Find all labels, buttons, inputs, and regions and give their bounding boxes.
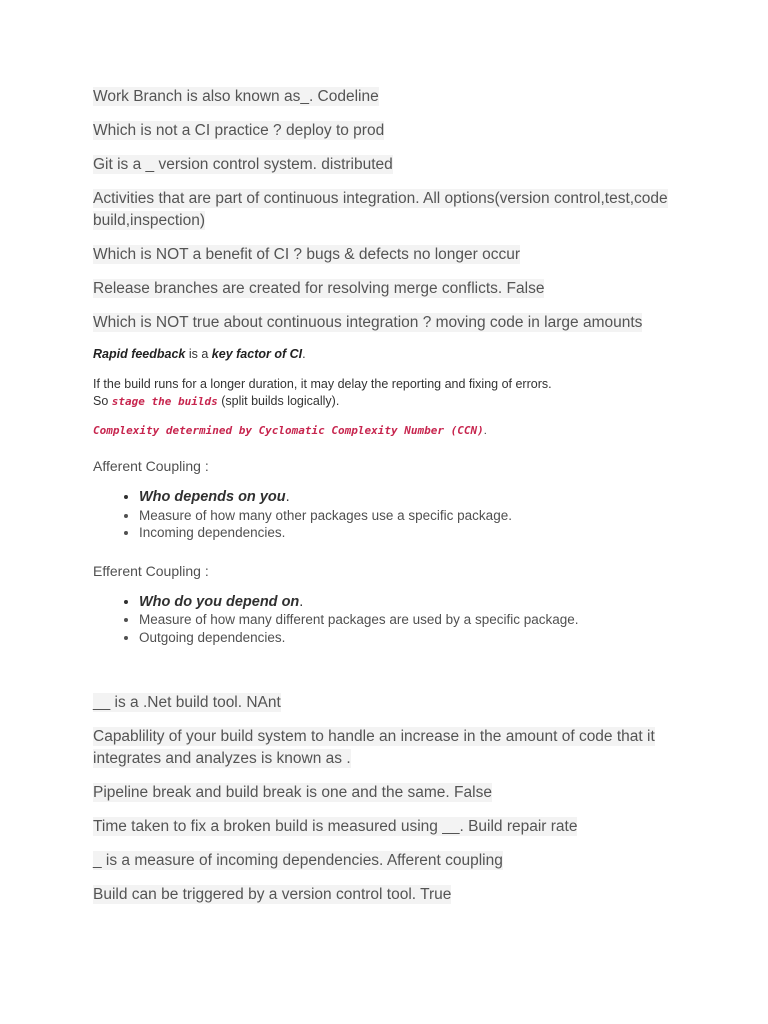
efferent-list [93, 594, 693, 647]
qa-item: __ is a .Net build tool. NAnt [93, 694, 281, 711]
list-item: • Who do you depend on. [139, 594, 693, 612]
afferent-section [93, 457, 693, 542]
qa-item: Time taken to fix a broken build is measured using __. Build repair rate [93, 818, 578, 835]
ccn-note: Complexity determined by Cyclomatic Complexity Number (CCN). [93, 424, 487, 437]
rapid-feedback-term: Rapid feedback [93, 347, 186, 361]
qa-item: Capablility of your build system to handle an increase in the amount of code that it integrates and analyzes is known as . [93, 728, 655, 767]
build-duration-note: If the build runs for a longer duration, it may delay the reporting and fixing of errors. So stage the builds (split builds logically). [93, 377, 552, 408]
list-item: • Who depends on you. [139, 489, 693, 507]
afferent-title: Afferent Coupling : [93, 458, 209, 474]
afferent-list [93, 489, 693, 542]
qa-item: Pipeline break and build break is one and the same. False [93, 784, 492, 801]
list-item: • Measure of how many other packages use a specific package. [139, 507, 693, 525]
ccn-code: Complexity determined by Cyclomatic Complexity Number (CCN) [93, 424, 484, 437]
qa-item: _ is a measure of incoming dependencies. Afferent coupling [93, 852, 503, 869]
list-item: • Incoming dependencies. [139, 524, 693, 542]
efferent-section [93, 562, 693, 647]
stage-builds-code: stage the builds [111, 395, 218, 408]
list-item: • Outgoing dependencies. [139, 629, 693, 647]
qa-list-top [93, 86, 693, 334]
document-page [93, 86, 693, 918]
qa-item: Git is a _ version control system. distributed [93, 156, 393, 173]
qa-item: Release branches are created for resolving merge conflicts. False [93, 280, 545, 297]
qa-list-bottom [93, 692, 693, 906]
efferent-title: Efferent Coupling : [93, 562, 209, 579]
rapid-feedback-note: Rapid feedback is a key factor of CI. [93, 347, 306, 361]
qa-item: Which is NOT a benefit of CI ? bugs & defects no longer occur [93, 246, 521, 263]
qa-item: Which is not a CI practice ? deploy to prod [93, 122, 385, 139]
qa-item: Activities that are part of continuous integration. All options(version control,test,code build,inspection) [93, 190, 668, 229]
key-factor-term: key factor of CI [211, 347, 303, 361]
qa-item: Work Branch is also known as_. Codeline [93, 88, 379, 105]
qa-item: Which is NOT true about continuous integration ? moving code in large amounts [93, 314, 643, 331]
list-item: • Measure of how many different packages are used by a specific package. [139, 611, 693, 629]
section-spacer [93, 666, 693, 692]
qa-item: Build can be triggered by a version control tool. True [93, 886, 452, 903]
